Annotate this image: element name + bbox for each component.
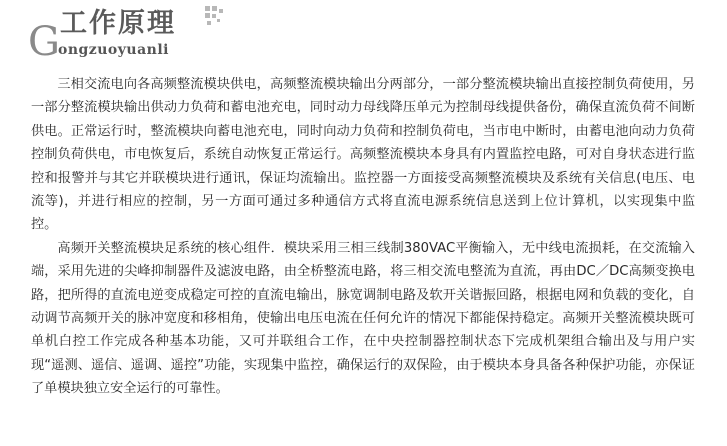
paragraph-working-principle: 三相交流电向各高频整流模块供电，高频整流模块输出分两部分，一部分整流模块输出直接控制负荷使用，另一部分整流模块输出供动力负荷和蓄电池充电，同时动力母线降压单元为控制母线提供备份，确保直流负荷不间断供电。正常运行时，整流模块向蓄电池充电，同时向动力负荷和控制负荷电，当市电中断时，由蓄电池向动力负荷控制负荷供电，市电恢复后，系统自动恢复正常运行。高频整流模块本身具有内置监控电路，可对自身状态进行监控和报警并与其它并联模块进行通讯，保证均流输出。监控器一方面接受高频整流模块及系统有关信息(电压、电流等)，并进行相应的控制，另一方面可通过多种通信方式将直流电源系统信息送到上位计算机，以实现集中监控。 (31, 77, 695, 233)
body-text (31, 73, 695, 401)
heading-title: 工作原理 (60, 8, 176, 39)
heading-pinyin: ongzuoyuanli (58, 42, 169, 58)
decorative-dots-icon (205, 6, 229, 30)
heading-initial-letter: G (28, 19, 60, 65)
section-header (0, 0, 727, 70)
paragraph-rectifier-module: 高频开关整流模块足系统的核心组件．模块采用三相三线制380VAC平衡输入，无中线电流损耗，在交流输入端，采用先进的尖峰抑制器件及滤波电路，由全桥整流电路，将三相交流电整流为直流，再由DC／DC高频变换电路，把所得的直流电逆变成稳定可控的直流电输出，脉宽调制电路及软开关谐振回路，根据电网和负载的变化，自动调节高频开关的脉冲宽度和移相角，使输出电压电流在任何允许的情况下都能保持稳定。高频开关整流模块既可单机白控工作完成各种基本功能，又可并联组合工作，在中央控制器控制状态下完成机架组合输出及与用户实现“遥测、遥信、遥调、遥控”功能，实现集中监控，确保运行的双保险，由于模块本身具备各种保护功能，亦保证了单模块独立安全运行的可靠性。 (31, 240, 695, 397)
